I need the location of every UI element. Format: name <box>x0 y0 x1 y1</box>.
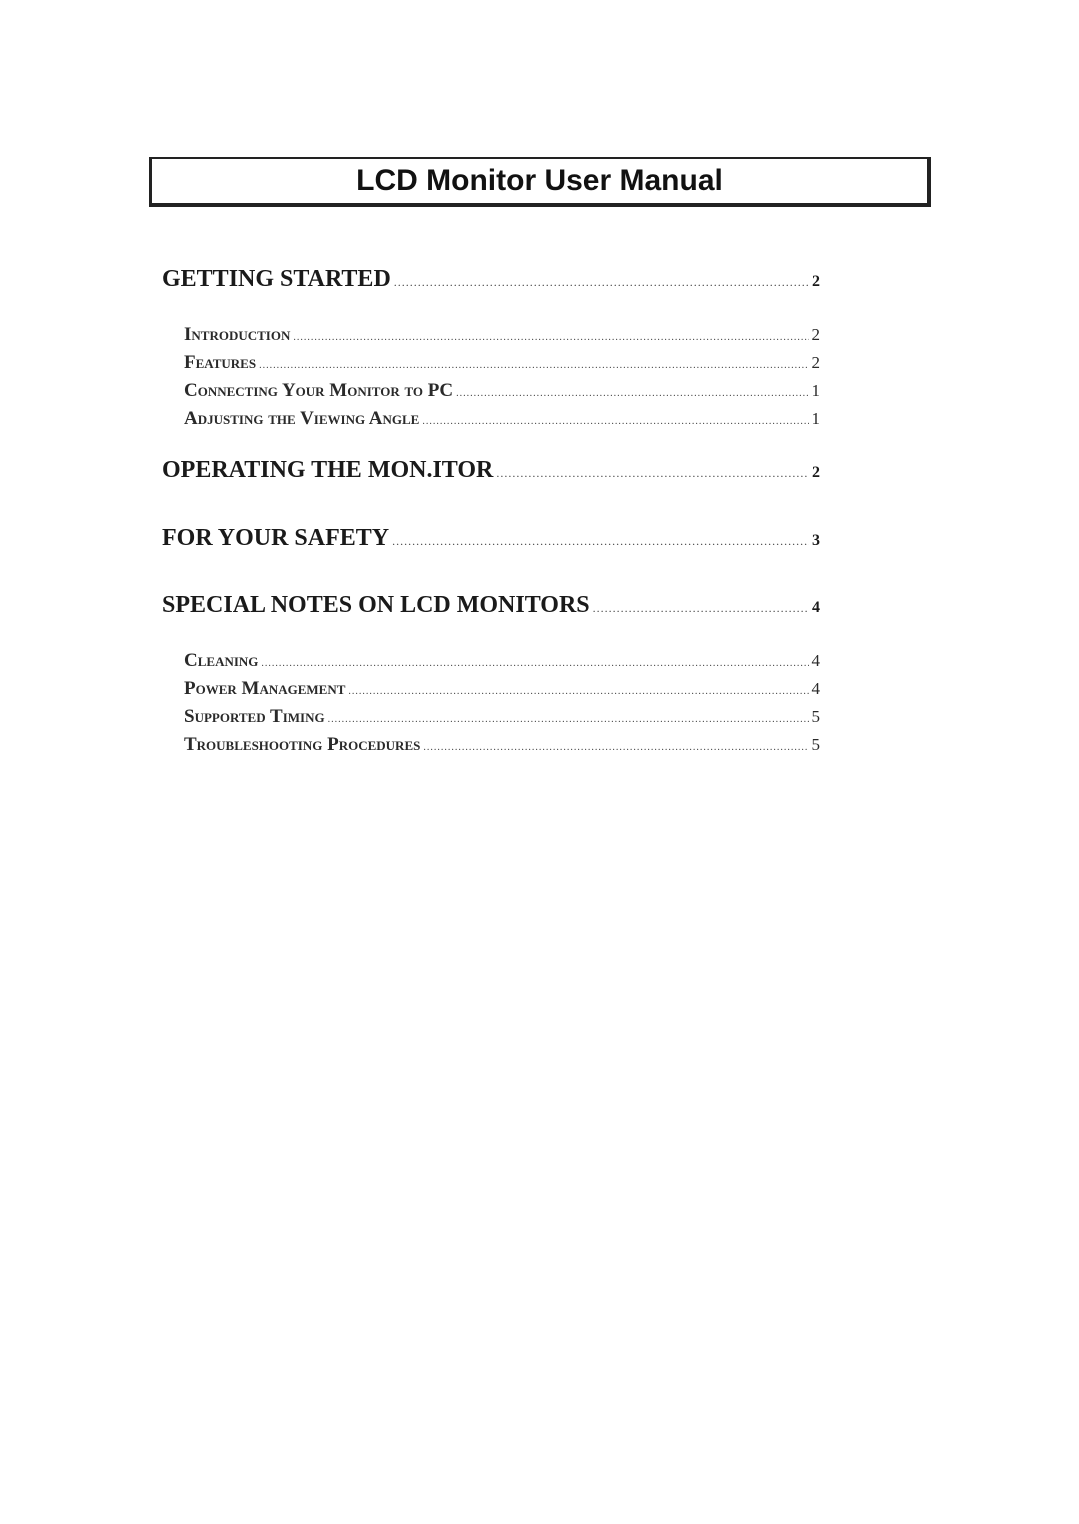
toc-entry-cleaning[interactable] <box>162 650 820 678</box>
toc-leader-dots <box>593 601 809 616</box>
toc-entry-label: Troubleshooting Procedures <box>184 734 421 755</box>
toc-entry-label: SPECIAL NOTES ON LCD MONITORS <box>162 592 590 618</box>
toc-entry-connecting-monitor[interactable] <box>162 380 820 408</box>
toc-section <box>162 457 820 495</box>
toc-page-number: 4 <box>811 679 820 698</box>
toc-page-number: 2 <box>811 353 820 372</box>
toc-entry-label: Adjusting the Viewing Angle <box>184 408 420 429</box>
toc-leader-dots <box>394 275 809 290</box>
toc-entry-power-management[interactable] <box>162 678 820 706</box>
toc-entry-label: Cleaning <box>184 650 259 671</box>
toc-section <box>162 525 820 563</box>
toc-leader-dots <box>259 360 808 371</box>
toc-leader-dots <box>293 332 808 343</box>
toc-page-number: 5 <box>811 735 820 754</box>
toc-page-number: 1 <box>811 409 820 428</box>
toc-page-number: 5 <box>811 707 820 726</box>
toc-entry-label: Introduction <box>184 324 291 345</box>
toc-entry-label: OPERATING THE MON.ITOR <box>162 457 494 483</box>
toc-entry-operating-monitor[interactable] <box>162 457 820 495</box>
toc-section <box>162 592 820 762</box>
toc-entry-label: Connecting Your Monitor to PC <box>184 380 454 401</box>
toc-sub-list <box>162 324 820 436</box>
toc-entry-supported-timing[interactable] <box>162 706 820 734</box>
toc-entry-label: FOR YOUR SAFETY <box>162 525 390 551</box>
toc-entry-for-your-safety[interactable] <box>162 525 820 563</box>
toc-leader-dots <box>422 416 808 427</box>
toc-entry-label: Features <box>184 352 257 373</box>
toc-leader-dots <box>348 686 808 697</box>
toc-leader-dots <box>423 742 808 753</box>
toc-entry-label: Supported Timing <box>184 706 325 727</box>
toc-leader-dots <box>261 658 808 669</box>
toc-entry-introduction[interactable] <box>162 324 820 352</box>
toc-entry-label: GETTING STARTED <box>162 266 391 292</box>
toc-entry-adjusting-viewing-angle[interactable] <box>162 408 820 436</box>
toc-page-number: 4 <box>811 651 820 670</box>
toc-entry-special-notes[interactable] <box>162 592 820 630</box>
toc-section <box>162 266 820 436</box>
toc-leader-dots <box>456 388 808 399</box>
toc-page-number: 2 <box>812 273 820 290</box>
toc-leader-dots <box>392 534 809 549</box>
toc-leader-dots <box>328 714 809 725</box>
toc-entry-troubleshooting[interactable] <box>162 734 820 762</box>
document-title: LCD Monitor User Manual <box>356 164 723 197</box>
toc-entry-getting-started[interactable] <box>162 266 820 304</box>
toc-page-number: 2 <box>811 325 820 344</box>
title-box <box>149 157 931 207</box>
toc-sub-list <box>162 650 820 762</box>
toc-entry-features[interactable] <box>162 352 820 380</box>
toc-page-number: 4 <box>812 599 820 616</box>
toc-page-number: 3 <box>812 532 820 549</box>
toc-page-number: 1 <box>811 381 820 400</box>
toc-leader-dots <box>496 466 809 481</box>
toc-page-number: 2 <box>812 464 820 481</box>
toc-entry-label: Power Management <box>184 678 346 699</box>
